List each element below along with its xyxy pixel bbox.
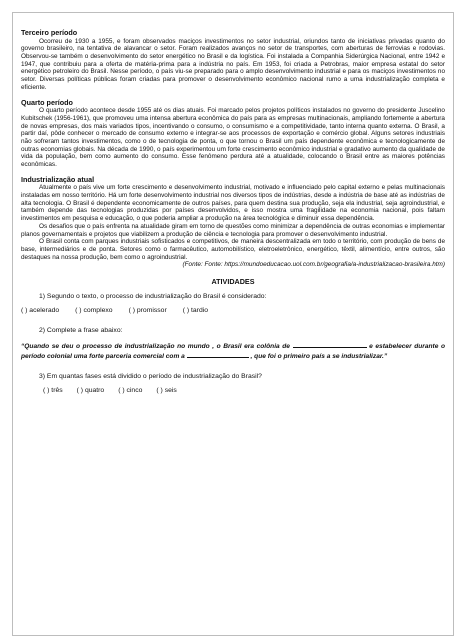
- third-period-paragraph: Ocorreu de 1930 a 1955, e foram observados maciços investimentos no setor industrial, oriundos tanto de iniciativas privadas quanto do governo brasileiro, na tentativa de alavancar o setor. Foram realizados avanços no setor de transportes, com aberturas de ferrovias e rodovias. Observou-se também o desenvolvimento do setor energético no Brasil e da logística. Foi instalada a Companhia Siderúrgica Nacional, entre 1942 e 1947, que contribuiu para a oferta de matéria-prima para a indústria no país. Em 1953, foi criada a Petrobras, maior empresa estatal do setor energético petroleiro do Brasil. Nesse período, o país viu-se preparado para o amplo desenvolvimento industrial e para os maciços investimentos no setor. Diversas políticas públicas foram criadas para promover o desenvolvimento econômico nacional rumo a uma industrialização completa e eficiente.: [21, 37, 445, 91]
- activities-title: ATIVIDADES: [211, 277, 255, 287]
- fourth-period-paragraph: O quarto período acontece desde 1955 até os dias atuais. Foi marcado pelos projetos políticos instalados no governo do presidente Juscelino Kubitschek (1956-1961), que promoveu uma intensa abertura econômica do país para as empresas multinacionais, ampliando fortemente a abertura de novas empresas, dos mais variados tipos, incentivando o consumo, o consumismo e a competitividade, tanto interna quanto externa. O Brasil, a partir daí, pôde conhecer o mercado de consumo externo e integrar-se aos processos de exportação e comércio global. Alguns setores industriais não sofreram tantos investimentos, como o de tecnologia de ponta, o que tornou o Brasil um país dependente econômica e tecnologicamente de outras economias globais. Na década de 1990, o país experimentou um forte crescimento econômico industrial e gradativo aumento da qualidade de vida da população, bem como aumento do consumo. Esse fenômeno perdura até a atualidade, colocando o Brasil entre as maiores potências econômicas.: [21, 107, 445, 169]
- question-2-sentence: [21, 341, 445, 361]
- question-2: 2) Complete a frase abaixo:: [39, 327, 123, 335]
- current-industrialization-paragraph-2: Os desafios que o país enfrenta na atualidade giram em torno de questões como minimizar a dependência de outras economias e implementar planos governamentais e projetos que viabilizem a produção de ciência e tecnologia para promover o desenvolvimento industrial.: [21, 222, 445, 238]
- q1-option-promissor[interactable]: ( ) promissor: [128, 307, 167, 315]
- section-title-fourth-period: Quarto período: [21, 97, 73, 107]
- q1-option-acelerado[interactable]: ( ) acelerado: [21, 307, 60, 315]
- q3-option-cinco[interactable]: ( ) cinco: [118, 387, 143, 395]
- q2-sentence-part-2: e estabelecer durante o período colonial uma forte parceria: [21, 343, 445, 361]
- q3-option-seis[interactable]: ( ) seis: [156, 387, 177, 395]
- q2-blank-1[interactable]: [293, 341, 367, 348]
- current-industrialization-paragraph-1: Atualmente o país vive um forte crescimento e desenvolvimento industrial, motivado e influenciado pelo capital externo e pelas multinacionais instaladas em nosso território. Há um forte desenvolvimento industrial nos diversos tipos de indústrias, desde a indústria de base até as indústrias de alta tecnologia. O Brasil é dependente economicamente de outros países, para quem destina sua produção, seja ela industrial, seja agroindustrial, e também depende das tecnologias produzidas por países desenvolvidos, e isso mostra uma fragilidade na economia nacional, pois faltam investimentos em pesquisa e educação, o que poderia ampliar a produção na área tecnológica e diminuir essa dependência.: [21, 184, 445, 223]
- section-title-current-industrialization: Industrialização atual: [21, 174, 95, 184]
- question-3-options: [43, 387, 445, 395]
- question-1: 1) Segundo o texto, o processo de industrialização do Brasil é considerado:: [39, 293, 267, 301]
- q2-sentence-part-1: “Quando se deu o processo de industrialização no mundo , o Brasil era colônia de: [21, 343, 290, 351]
- question-3: 3) Em quantas fases está dividido o período de industrialização do Brasil?: [39, 373, 262, 381]
- section-title-third-period: Terceiro período: [21, 28, 78, 37]
- question-1-options: [21, 307, 445, 315]
- q2-blank-2[interactable]: [187, 351, 249, 358]
- current-industrialization-paragraph-3: O Brasil conta com parques industriais sofisticados e competitivos, de maneira descentralizada em todo o território, com produção de bens de base, intermediários e de ponta. Setores como o farmacêutico, automobilístico, eletroeletrônico, energético, têxtil, alimentício, entre outros, são destaques na nossa produção, bem como o agroindustrial.: [21, 238, 445, 261]
- q2-sentence-part-3: comercial com a: [133, 353, 185, 361]
- document-page: [12, 12, 454, 636]
- q2-sentence-part-4: , que foi o primeiro país a se industrializar.”: [250, 353, 388, 361]
- source-citation: (Fonte: Fonte: https://mundoeducacao.uol.com.br/geografia/a-industrializacao-brasileira.htm): [182, 261, 445, 269]
- q3-option-tres[interactable]: ( ) três: [43, 387, 63, 395]
- q1-option-complexo[interactable]: ( ) complexo: [75, 307, 113, 315]
- document-content: [21, 29, 445, 395]
- q1-option-tardio[interactable]: ( ) tardio: [182, 307, 209, 315]
- q3-option-quatro[interactable]: ( ) quatro: [76, 387, 105, 395]
